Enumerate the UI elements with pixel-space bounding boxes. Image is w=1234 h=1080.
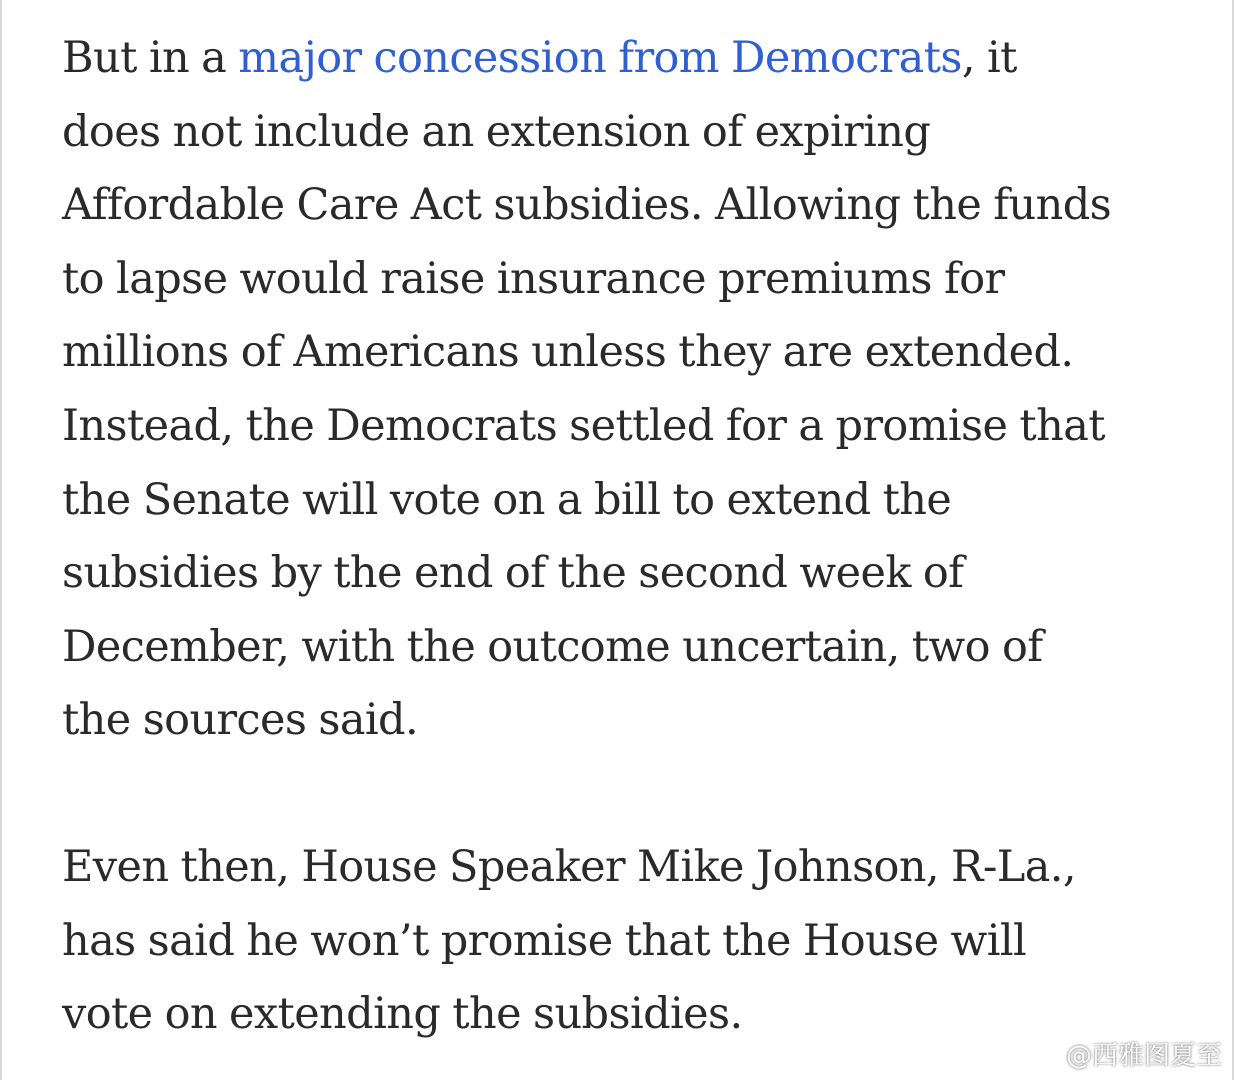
- text-line: the Senate will vote on a bill to extend the: [62, 474, 952, 525]
- paragraph-1: [62, 22, 1182, 758]
- text-line: does not include an extension of expiring: [62, 106, 931, 157]
- text-line: has said he won’t promise that the House will: [62, 915, 1027, 966]
- text-line: subsidies by the end of the second week of: [62, 548, 964, 599]
- text-segment: , it: [961, 33, 1017, 83]
- watermark-text: @西雅图夏至: [1065, 1041, 1222, 1071]
- text-line: to lapse would raise insurance premiums for: [62, 253, 1005, 304]
- text-line: December, with the outcome uncertain, two of: [62, 621, 1043, 672]
- text-line: the sources said.: [62, 695, 419, 746]
- watermark: [1024, 1035, 1222, 1072]
- weibo-logo-icon: [1024, 1039, 1060, 1069]
- text-line: Affordable Care Act subsidies. Allowing the funds: [62, 180, 1112, 231]
- text-line: millions of Americans unless they are extended.: [62, 327, 1074, 378]
- text-line: vote on extending the subsidies.: [62, 989, 743, 1040]
- text-line: Even then, House Speaker Mike Johnson, R-La.,: [62, 841, 1076, 892]
- text-line: [62, 22, 1182, 96]
- text-segment: But in a: [62, 33, 239, 83]
- article-body: [62, 22, 1182, 1052]
- left-border: [0, 0, 2, 1080]
- concession-link[interactable]: major concession from Democrats: [238, 33, 962, 83]
- text-line: Instead, the Democrats settled for a promise that: [62, 400, 1105, 451]
- paragraph-2: [62, 831, 1182, 1052]
